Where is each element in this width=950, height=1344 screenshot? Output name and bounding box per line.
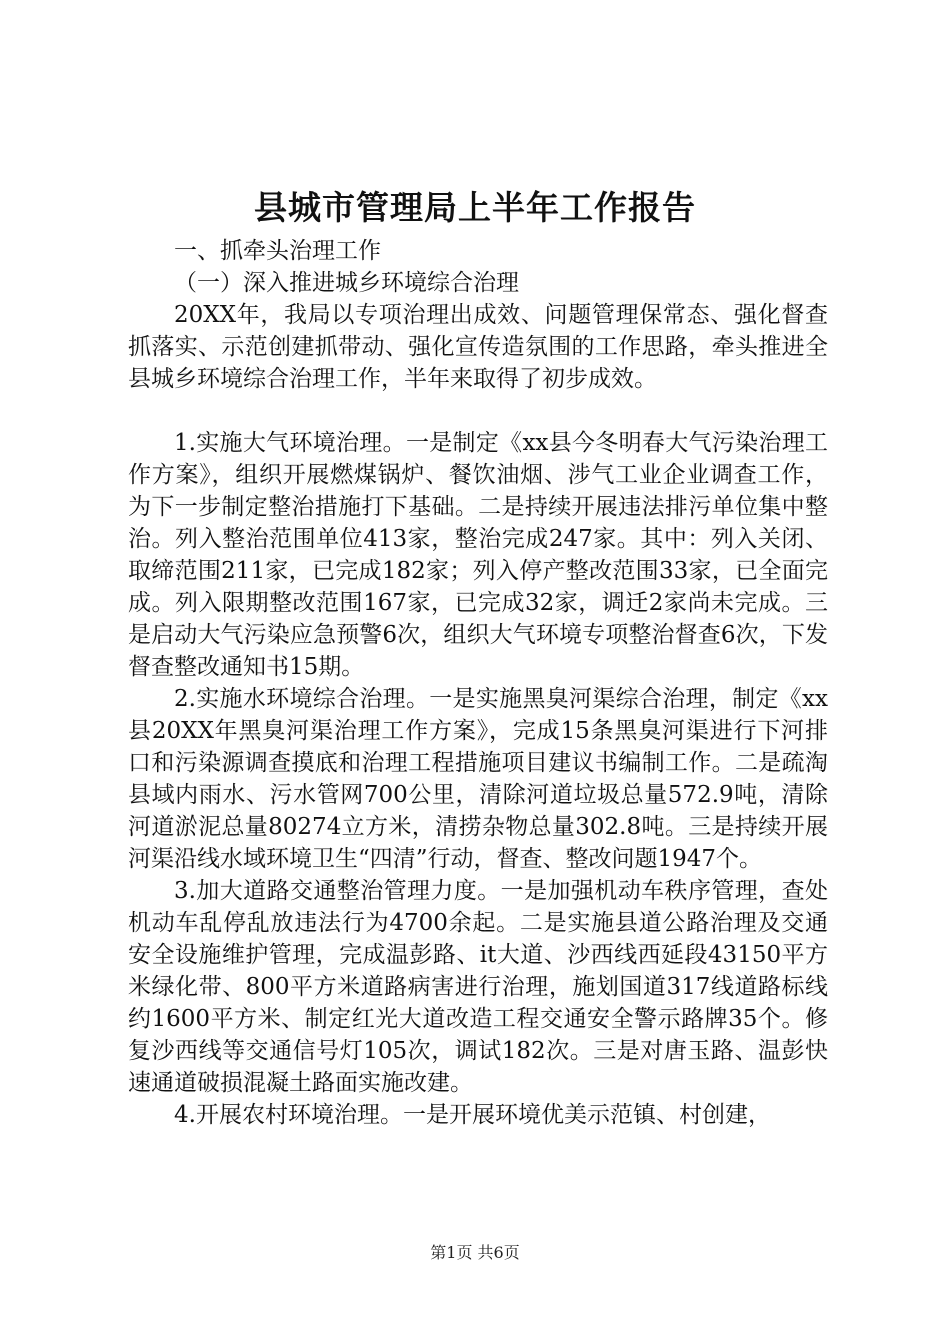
paragraph-water-governance: 2.实施水环境综合治理。一是实施黑臭河渠综合治理，制定《xx县20XX年黑臭河渠治理工作方案》，完成15条黑臭河渠进行下河排口和污染源调查摸底和治理工程措施项目建议书编制工作。二是疏淘县域内雨水、污水管网700公里，清除河道垃圾总量572.9吨，清除河道淤泥总量80274立方米，清捞杂物总量302.8吨。三是持续开展河渠沿线水域环境卫生“四清”行动，督查、整改问题1947个。 bbox=[128, 686, 828, 872]
document-title: 县城市管理局上半年工作报告 bbox=[254, 188, 696, 227]
document-body bbox=[128, 235, 828, 1131]
paragraph-road-traffic: 3.加大道路交通整治管理力度。一是加强机动车秩序管理，查处机动车乱停乱放违法行为4700余起。二是实施县道公路治理及交通安全设施维护管理，完成温彭路、it大道、沙西线西延段43150平方米绿化带、800平方米道路病害进行治理，施划国道317线道路标线约1600平方米、制定红光大道改造工程交通安全警示路牌35个。修复沙西线等交通信号灯105次，调试182次。三是对唐玉路、温彭快速通道破损混凝土路面实施改建。 bbox=[128, 878, 828, 1096]
intro-paragraph: 20XX年，我局以专项治理出成效、问题管理保常态、强化督查抓落实、示范创建抓带动、强化宣传造氛围的工作思路，牵头推进全县城乡环境综合治理工作，半年来取得了初步成效。 bbox=[128, 302, 828, 392]
page-number: 第1页 共6页 bbox=[430, 1243, 520, 1262]
subsection-heading: （一）深入推进城乡环境综合治理 bbox=[174, 270, 519, 296]
paragraph-air-governance: 1.实施大气环境治理。一是制定《xx县今冬明春大气污染治理工作方案》，组织开展燃煤锅炉、餐饮油烟、涉气工业企业调查工作，为下一步制定整治措施打下基础。二是持续开展违法排污单位集中整治。列入整治范围单位413家，整治完成247家。其中：列入关闭、取缔范围211家，已完成182家；列入停产整改范围33家，已全面完成。列入限期整改范围167家，已完成32家，调迁2家尚未完成。三是启动大气污染应急预警6次，组织大气环境专项整治督查6次，下发督查整改通知书15期。 bbox=[128, 430, 828, 680]
paragraph-rural-environment: 4.开展农村环境治理。一是开展环境优美示范镇、村创建， bbox=[174, 1102, 771, 1128]
section-heading: 一、抓牵头治理工作 bbox=[174, 238, 381, 264]
